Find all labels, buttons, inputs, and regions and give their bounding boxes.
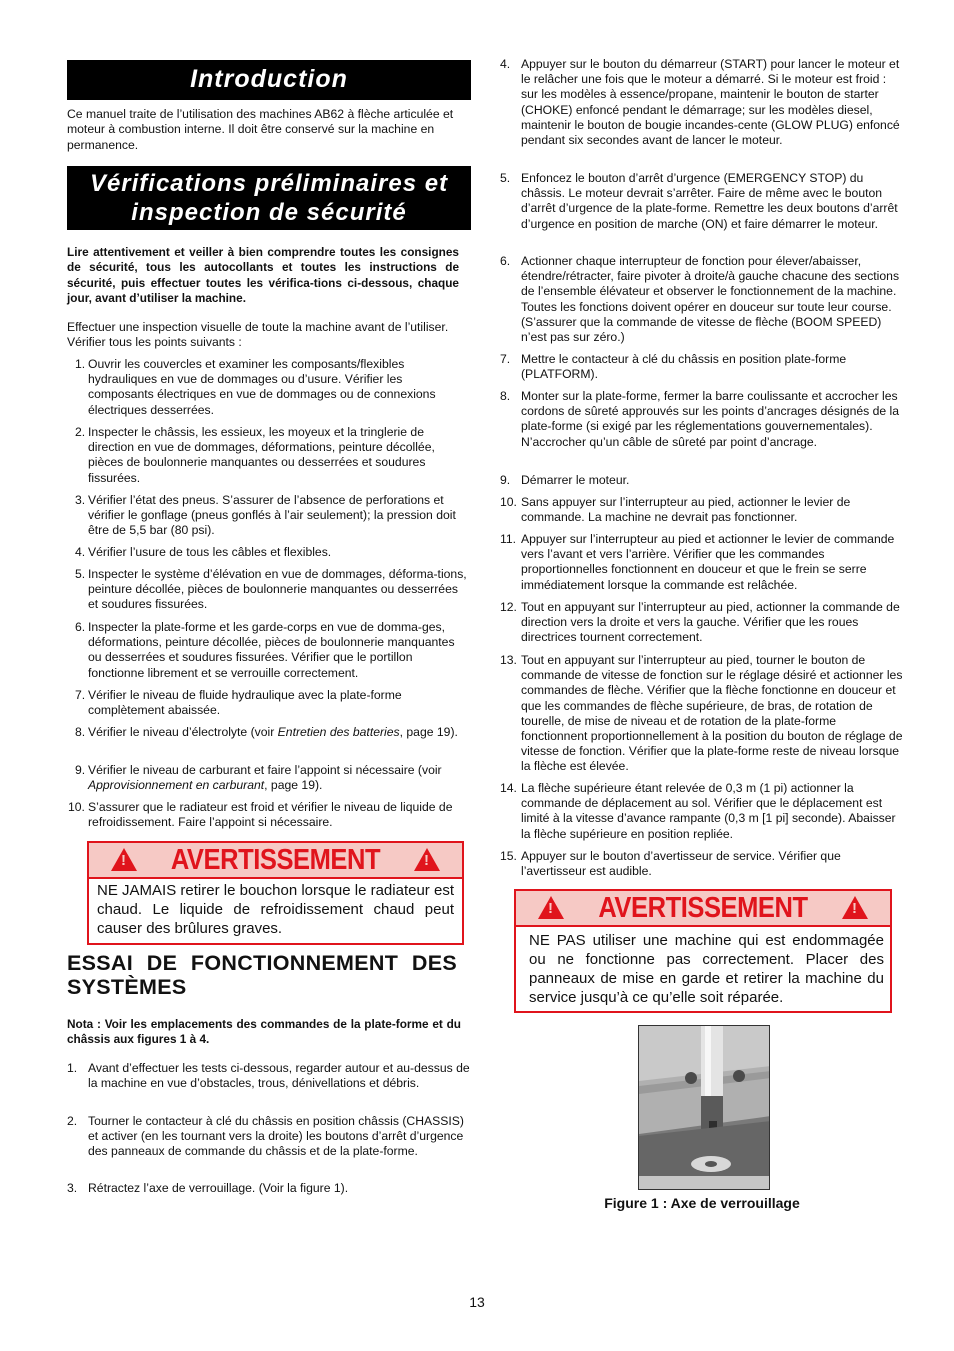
warning-triangle-icon: ! [538,896,564,919]
systems-test-heading: ESSAI DE FONCTIONNEMENT DES SYSTÈMES [67,951,457,999]
warning-text: NE PAS utiliser une machine qui est endommagée ou ne fonctionne pas correctement. Placer des panneaux de mise en garde et retirer la machine du service jusqu’à ce qu’elle soit réparée. [529,932,884,1006]
intro-paragraph: Ce manuel traite de l’utilisation des machines AB62 à flèche articulée et moteur à combustion interne. Il doit être conservé sur la machine en permanence. [67,107,454,152]
safety-bold-intro: Lire attentivement et veiller à bien comprendre toutes les consignes de sécurité, tous les autocollants et toutes les instructions de sécurité, puis effectuer toutes les vérifica-tions ci-dessous, chaque jour, avant d’utiliser la machine. [67,245,459,305]
warning-triangle-icon: ! [111,848,137,871]
page-number: 13 [469,1294,485,1310]
safety-check-heading-line1: Vérifications préliminaires et [89,170,449,197]
warning-header [516,891,890,927]
warning-triangle-icon: ! [842,896,868,919]
safety-check-heading [67,166,471,230]
warning-header [89,843,462,879]
lock-pin-photo [638,1025,770,1190]
warning-box-radiator [87,841,464,945]
introduction-heading: Introduction [67,60,471,100]
inspection-paragraph: Effectuer une inspection visuelle de toute la machine avant de l’utiliser. Vérifier tous les points suivants : [67,320,449,350]
figure-caption: Figure 1 : Axe de verrouillage [604,1195,800,1211]
systems-note: Nota : Voir les emplacements des commandes de la plate-forme et du châssis aux figures 1 à 4. [67,1017,461,1047]
warning-triangle-icon: ! [414,848,440,871]
warning-box-damaged-machine [514,889,892,1013]
warning-title: AVERTISSEMENT [598,892,808,924]
warning-title: AVERTISSEMENT [170,844,381,876]
safety-check-heading-line2: inspection de sécurité [131,199,407,226]
warning-text: NE JAMAIS retirer le bouchon lorsque le radiateur est chaud. Le liquide de refroidissement chaud peut causer des brûlures graves. [97,882,454,937]
